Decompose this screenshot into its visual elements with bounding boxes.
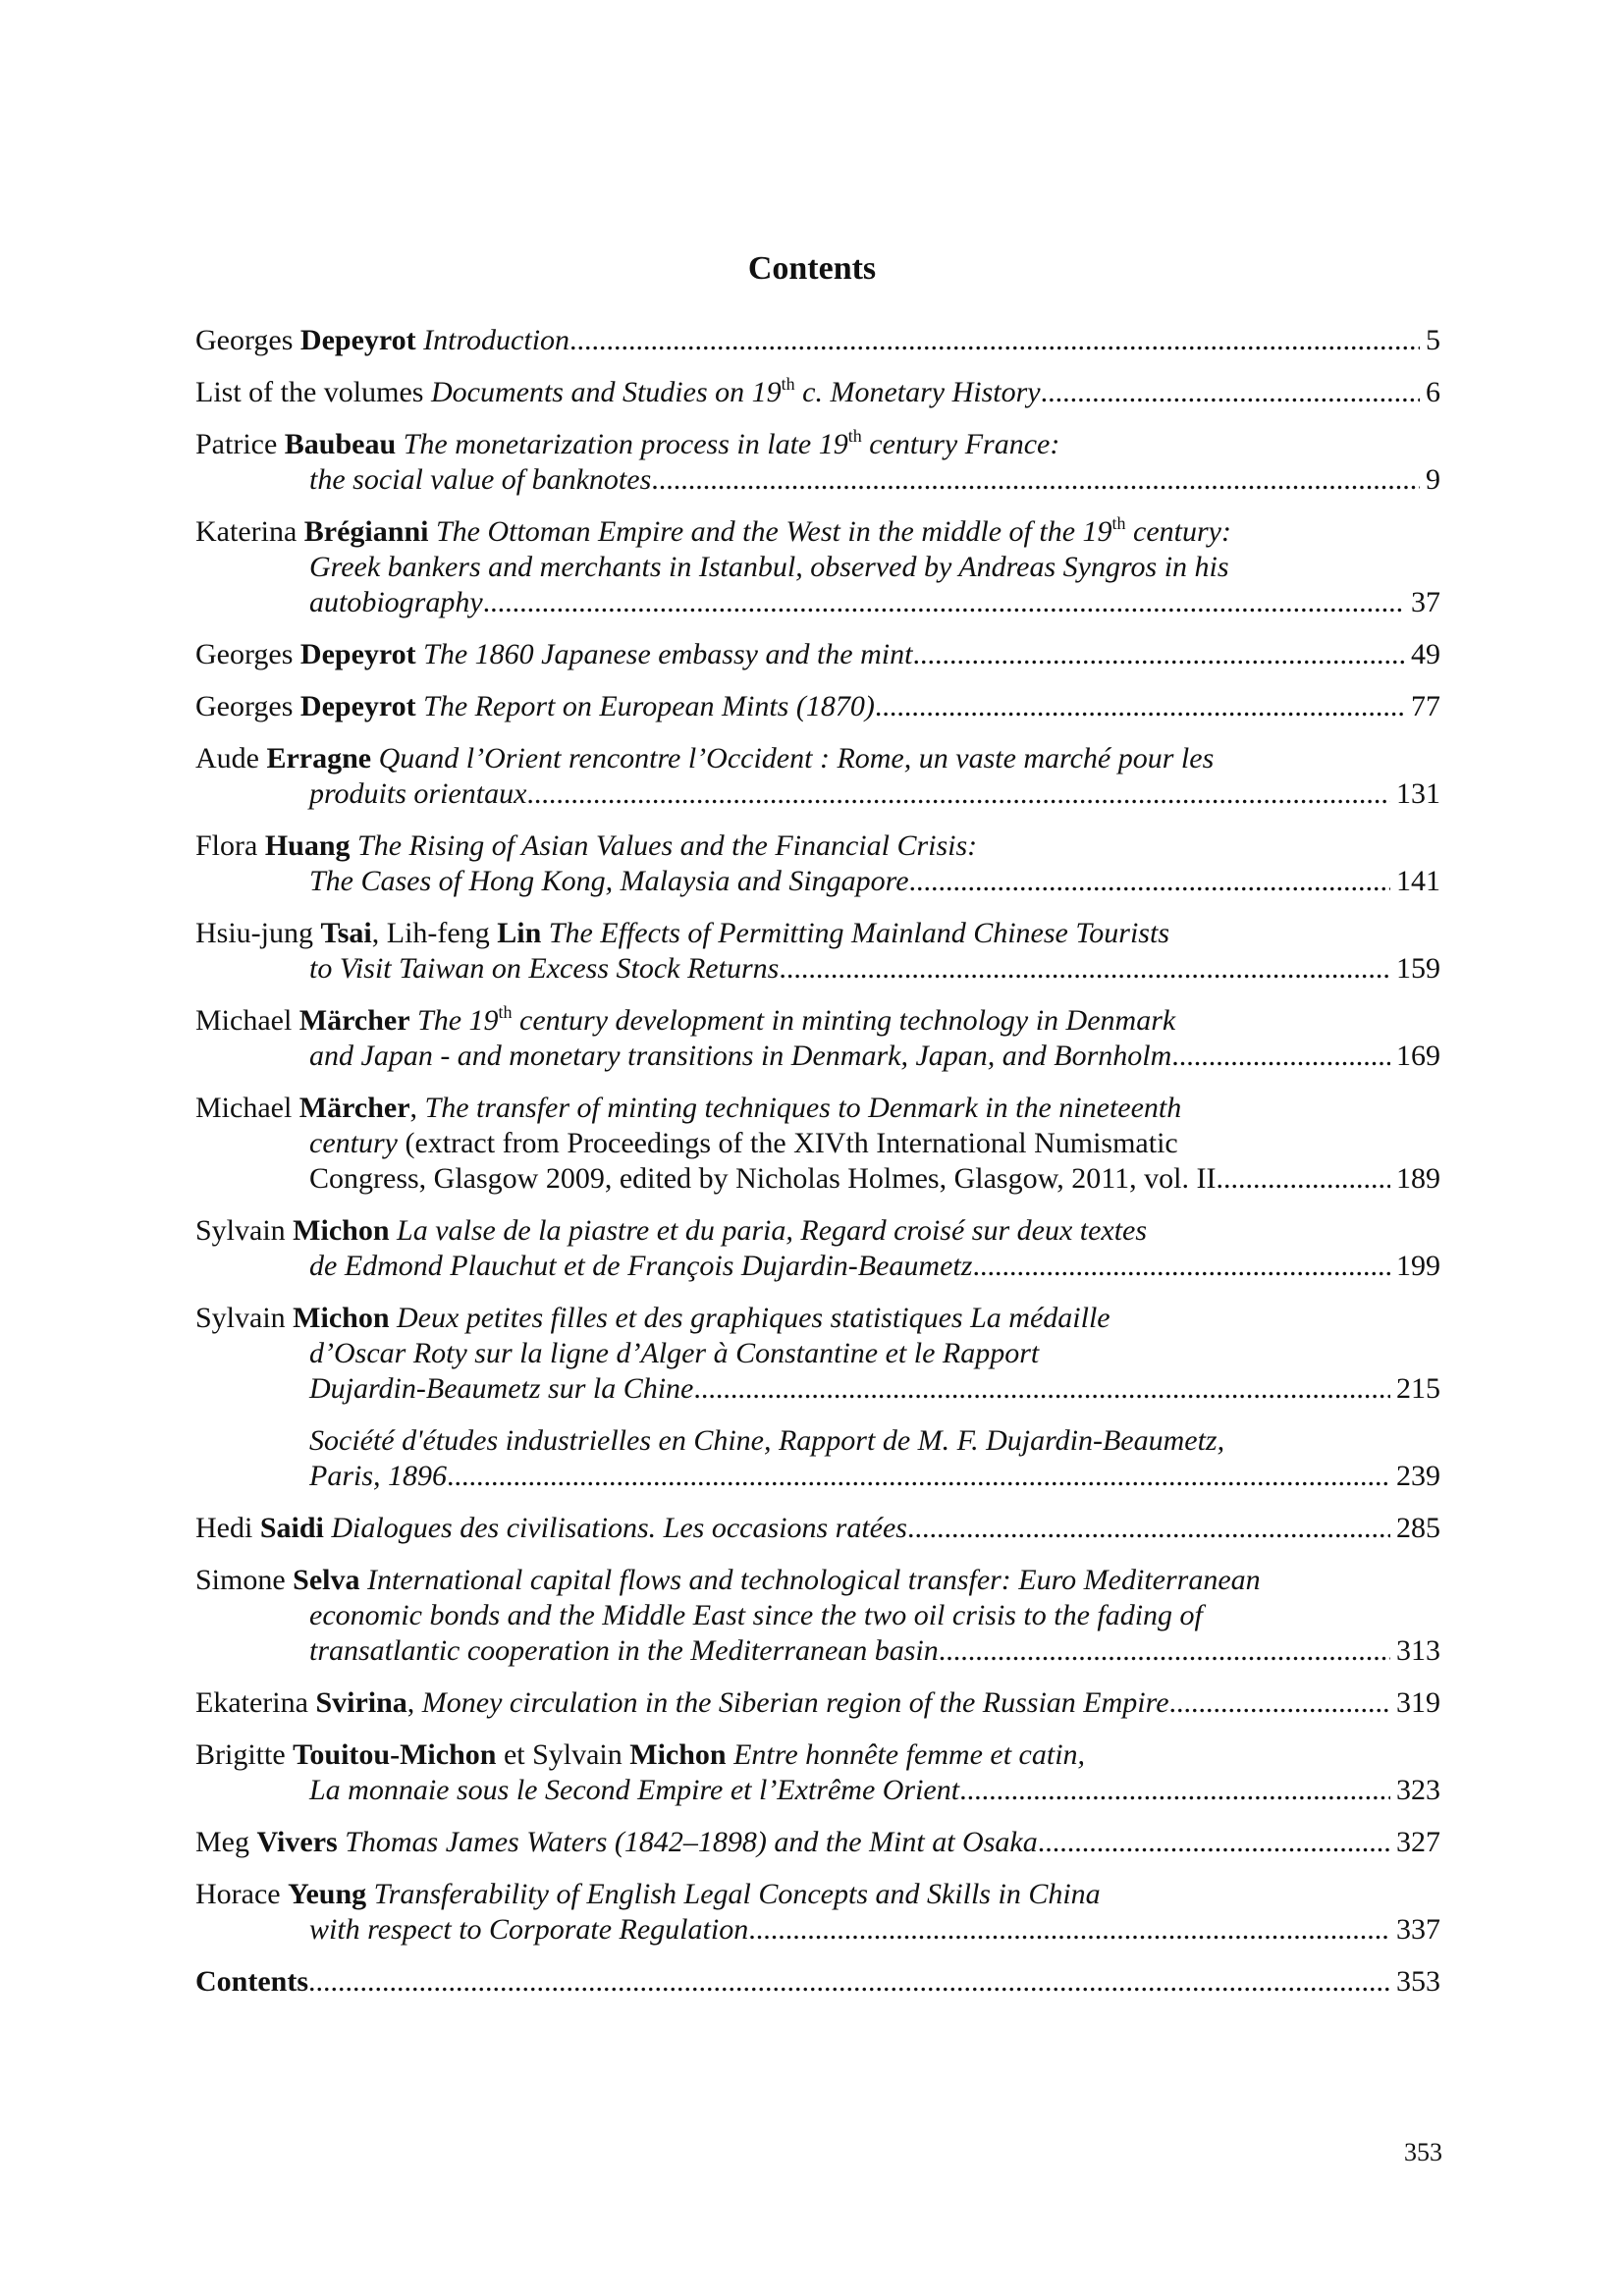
entry-title-text: The Rising of Asian Values and the Financial Crisis: — [357, 829, 978, 862]
entry-title-text: d’Oscar Roty sur la ligne d’Alger à Constantine et le Rapport — [309, 1337, 1040, 1369]
dot-leader — [909, 864, 1390, 899]
toc-page-number: 353 — [1396, 1965, 1440, 1998]
entry-title-text: c. Monetary History — [794, 376, 1041, 408]
entry-text: Sylvain — [195, 1214, 294, 1247]
toc-entry-text — [309, 462, 651, 498]
entry-title-text: Introduction — [423, 324, 570, 356]
entry-title-text: Thomas James Waters (1842–1898) and the Mint at Osaka — [345, 1826, 1038, 1858]
dot-leader — [748, 1912, 1390, 1948]
entry-title-text: The 1860 Japanese embassy and the mint — [423, 638, 913, 670]
dot-leader — [779, 951, 1390, 987]
page-number: 353 — [1404, 2138, 1442, 2166]
toc-entry — [195, 323, 1440, 358]
author-surname: Saidi — [259, 1512, 324, 1544]
toc-entry-last-line — [195, 1511, 1440, 1546]
entry-title-text: Transferability of English Legal Concepts and Skills in China — [373, 1878, 1101, 1910]
toc-entry-line — [195, 916, 1440, 951]
entry-title-text: Greek bankers and merchants in Istanbul, observed by Andreas Syngros in his — [309, 551, 1229, 583]
author-surname: Touitou-Michon — [293, 1738, 497, 1771]
entry-text — [428, 515, 436, 548]
toc-entry-text — [309, 1249, 972, 1284]
toc-entry — [195, 1511, 1440, 1546]
author-surname: Depeyrot — [299, 690, 416, 722]
author-surname: Tsai — [320, 917, 372, 949]
entry-title-text: The 19 — [417, 1004, 499, 1037]
toc-entry-text — [309, 951, 779, 987]
entry-title-text: The monetarization process in late 19 — [403, 428, 848, 460]
entry-title-text: The Effects of Permitting Mainland Chinese Tourists — [548, 917, 1169, 949]
entry-title-text: produits orientaux — [309, 777, 527, 810]
toc-entry-line — [195, 427, 1440, 462]
toc-entry-last-line — [195, 1459, 1440, 1494]
toc-entry-text — [309, 1371, 693, 1407]
entry-title-text: The Ottoman Empire and the West in the middle of the 19 — [435, 515, 1112, 548]
entry-title-text: International capital flows and technological transfer: Euro Mediterranean — [367, 1564, 1261, 1596]
toc-entry-text — [195, 1511, 907, 1546]
dot-leader — [1171, 1039, 1390, 1074]
toc-entry-last-line — [195, 1249, 1440, 1284]
toc-page-number: 141 — [1396, 865, 1440, 897]
entry-title-text: Dialogues des civilisations. Les occasions ratées — [331, 1512, 907, 1544]
entry-title-text: Entre honnête femme et catin, — [733, 1738, 1086, 1771]
author-surname: Contents — [195, 1965, 309, 1998]
dot-leader — [526, 776, 1390, 812]
author-surname: Märcher — [298, 1092, 410, 1124]
entry-text — [396, 428, 404, 460]
entry-title-text: Société d'études industrielles en Chine, Rapport de M. F. Dujardin-Beaumetz, — [309, 1424, 1225, 1457]
entry-title-text: the social value of banknotes — [309, 463, 652, 496]
toc-entry-text — [195, 1964, 308, 2000]
entry-text — [366, 1878, 374, 1910]
entry-text — [360, 1564, 368, 1596]
dot-leader — [912, 637, 1405, 672]
entry-title-text: The Cases of Hong Kong, Malaysia and Singapore — [309, 865, 909, 897]
dot-leader — [1038, 1825, 1390, 1860]
toc-entry-text — [195, 637, 912, 672]
entry-text — [371, 742, 379, 774]
toc-entry — [195, 375, 1440, 410]
toc-entry-last-line — [195, 1371, 1440, 1407]
entry-title-text: de Edmond Plauchut et de François Dujardin-Beaumetz — [309, 1250, 973, 1282]
entry-text: et Sylvain — [496, 1738, 630, 1771]
author-surname: Lin — [497, 917, 542, 949]
entry-title-text: century France: — [861, 428, 1060, 460]
toc-entry-last-line — [195, 951, 1440, 987]
entry-text: Brigitte — [195, 1738, 294, 1771]
toc-entry — [195, 1964, 1440, 2000]
page-title: Contents — [747, 250, 877, 287]
entry-text — [410, 1004, 418, 1037]
entry-title-text: economic bonds and the Middle East since the two oil crisis to the fading of — [309, 1599, 1203, 1631]
toc-page-number: 199 — [1396, 1250, 1440, 1282]
entry-title-text: Quand l’Orient rencontre l’Occident : Rome, un vaste marché pour les — [378, 742, 1215, 774]
toc-page-number: 37 — [1411, 586, 1440, 618]
entry-text: , — [409, 1092, 425, 1124]
toc-entry-last-line — [195, 1773, 1440, 1808]
toc-entry — [195, 1563, 1440, 1669]
entry-title-text: Documents and Studies on 19 — [430, 376, 782, 408]
toc-page-number: 323 — [1396, 1774, 1440, 1806]
entry-text: , — [406, 1686, 422, 1719]
toc-entry-last-line — [195, 1964, 1440, 2000]
toc-page-number: 189 — [1396, 1162, 1440, 1195]
dot-leader — [907, 1511, 1390, 1546]
author-surname: Vivers — [256, 1826, 338, 1858]
toc-entry-last-line — [195, 585, 1440, 620]
toc-entry-text — [309, 1459, 447, 1494]
entry-title-text: to Visit Taiwan on Excess Stock Returns — [309, 952, 780, 985]
toc-entry-line — [195, 1598, 1440, 1633]
toc-entry-last-line — [195, 1912, 1440, 1948]
toc-entry-text — [195, 1825, 1038, 1860]
entry-text: Patrice — [195, 428, 285, 460]
toc-page-number: 5 — [1426, 324, 1440, 356]
toc-entry-line — [195, 1301, 1440, 1336]
author-surname: Erragne — [266, 742, 372, 774]
dot-leader — [972, 1249, 1390, 1284]
toc-entry-line — [195, 1091, 1440, 1126]
toc-entry — [195, 1737, 1440, 1808]
toc-entry-text — [309, 1912, 748, 1948]
toc-page-number: 327 — [1396, 1826, 1440, 1858]
entry-title-text: Paris, 1896 — [309, 1460, 448, 1492]
author-surname: Svirina — [315, 1686, 407, 1719]
entry-title-text: autobiography — [309, 586, 483, 618]
toc-entry-line — [195, 1423, 1440, 1459]
toc-entry-line — [195, 1213, 1440, 1249]
entry-title-text: century development in minting technology in Denmark — [512, 1004, 1176, 1037]
dot-leader — [569, 323, 1420, 358]
entry-title-text: The Report on European Mints (1870) — [423, 690, 875, 722]
entry-text — [541, 917, 549, 949]
toc-entry — [195, 916, 1440, 987]
entry-text — [727, 1738, 734, 1771]
toc-page-number: 215 — [1396, 1372, 1440, 1405]
toc-page-number: 6 — [1426, 376, 1440, 408]
dot-leader — [693, 1371, 1390, 1407]
toc-entry-last-line — [195, 689, 1440, 724]
dot-leader — [1169, 1685, 1390, 1721]
entry-title-text: Deux petites filles et des graphiques statistiques La médaille — [397, 1302, 1110, 1334]
toc-page-number: 285 — [1396, 1512, 1440, 1544]
toc-entry — [195, 1003, 1440, 1074]
toc-page-number: 169 — [1396, 1040, 1440, 1072]
toc-entry — [195, 1213, 1440, 1284]
toc-entry-text — [309, 1633, 939, 1669]
entry-text: Aude — [195, 742, 267, 774]
toc-entry — [195, 1301, 1440, 1407]
entry-text: , Lih-feng — [371, 917, 498, 949]
toc-entry — [195, 427, 1440, 498]
toc-entry — [195, 1877, 1440, 1948]
toc-entry-last-line — [195, 1685, 1440, 1721]
entry-text: Congress, Glasgow 2009, edited by Nicholas Holmes, Glasgow, 2011, vol. II — [309, 1162, 1217, 1195]
dot-leader — [1041, 375, 1420, 410]
entry-title-text: Dujardin-Beaumetz sur la Chine — [309, 1372, 694, 1405]
toc-entry-line — [195, 1737, 1440, 1773]
entry-text: Horace — [195, 1878, 289, 1910]
entry-title-text: La monnaie sous le Second Empire et l’Extrême Orient — [309, 1774, 960, 1806]
toc-entry-line — [195, 741, 1440, 776]
entry-title-text: century: — [1125, 515, 1231, 548]
entry-text: (extract from Proceedings of the XIVth International Numismatic — [397, 1127, 1178, 1159]
entry-title-text: La valse de la piastre et du paria, Regard croisé sur deux textes — [397, 1214, 1148, 1247]
toc-entry-last-line — [195, 776, 1440, 812]
dot-leader — [939, 1633, 1390, 1669]
toc-entry — [195, 689, 1440, 724]
toc-entry-last-line — [195, 637, 1440, 672]
entry-text: Meg — [195, 1826, 257, 1858]
entry-text: Georges — [195, 638, 300, 670]
author-surname: Baubeau — [284, 428, 397, 460]
toc-entry-last-line — [195, 375, 1440, 410]
toc-page-number: 337 — [1396, 1913, 1440, 1946]
entry-text: Michael — [195, 1092, 299, 1124]
superscript: th — [1111, 514, 1126, 533]
toc-entry-last-line — [195, 864, 1440, 899]
toc-entry-last-line — [195, 1039, 1440, 1074]
toc-entry — [195, 514, 1440, 620]
toc-entry-line — [195, 1003, 1440, 1039]
author-surname: Yeung — [288, 1878, 367, 1910]
toc-entry-text — [195, 689, 875, 724]
author-surname: Depeyrot — [299, 638, 416, 670]
toc-entry-line — [195, 550, 1440, 585]
toc-entry — [195, 1091, 1440, 1197]
toc-entry — [195, 1423, 1440, 1494]
superscript: th — [498, 1003, 513, 1022]
entry-title-text: century — [309, 1127, 398, 1159]
toc-entry-line — [195, 514, 1440, 550]
toc-entry-line — [195, 1563, 1440, 1598]
toc-entry-text — [309, 776, 526, 812]
entry-title-text: transatlantic cooperation in the Mediterranean basin — [309, 1634, 939, 1667]
toc-entry — [195, 741, 1440, 812]
toc-page-number: 313 — [1396, 1634, 1440, 1667]
toc-entry-last-line — [195, 462, 1440, 498]
toc-entry-text — [309, 1773, 959, 1808]
author-surname: Brégianni — [303, 515, 429, 548]
table-of-contents — [195, 323, 1440, 2016]
dot-leader — [651, 462, 1420, 498]
toc-entry — [195, 637, 1440, 672]
dot-leader — [483, 585, 1405, 620]
toc-entry-line — [195, 828, 1440, 864]
toc-entry-text — [309, 1161, 1217, 1197]
author-surname: Märcher — [298, 1004, 410, 1037]
dot-leader — [447, 1459, 1390, 1494]
entry-title-text: Money circulation in the Siberian region of the Russian Empire — [421, 1686, 1169, 1719]
author-surname: Huang — [264, 829, 351, 862]
superscript: th — [781, 374, 795, 394]
toc-entry-text — [309, 864, 909, 899]
toc-entry-line — [195, 1336, 1440, 1371]
toc-entry — [195, 828, 1440, 899]
entry-text: Katerina — [195, 515, 304, 548]
toc-entry-text — [195, 375, 1041, 410]
entry-text — [390, 1302, 398, 1334]
toc-page-number: 159 — [1396, 952, 1440, 985]
entry-text: Hsiu-jung — [195, 917, 321, 949]
toc-entry-text — [309, 585, 483, 620]
toc-page-number: 319 — [1396, 1686, 1440, 1719]
toc-page-number: 77 — [1411, 690, 1440, 722]
toc-entry-last-line — [195, 1633, 1440, 1669]
entry-text: Georges — [195, 690, 300, 722]
entry-text: List of the volumes — [195, 376, 431, 408]
dot-leader — [875, 689, 1405, 724]
dot-leader — [308, 1964, 1390, 2000]
entry-text: Hedi — [195, 1512, 260, 1544]
entry-title-text: The transfer of minting techniques to Denmark in the nineteenth — [424, 1092, 1182, 1124]
toc-page-number: 9 — [1426, 463, 1440, 496]
author-surname: Michon — [293, 1214, 390, 1247]
entry-text: Simone — [195, 1564, 294, 1596]
toc-page-number: 49 — [1411, 638, 1440, 670]
dot-leader — [1217, 1161, 1391, 1197]
entry-title-text: with respect to Corporate Regulation — [309, 1913, 749, 1946]
toc-entry-text — [195, 323, 569, 358]
toc-entry-line — [195, 1877, 1440, 1912]
toc-entry-last-line — [195, 1825, 1440, 1860]
entry-title-text: and Japan - and monetary transitions in Denmark, Japan, and Bornholm — [309, 1040, 1172, 1072]
entry-text: Sylvain — [195, 1302, 294, 1334]
toc-entry-text — [195, 1685, 1169, 1721]
superscript: th — [847, 427, 862, 446]
toc-entry-last-line — [195, 1161, 1440, 1197]
entry-text: Flora — [195, 829, 265, 862]
dot-leader — [959, 1773, 1390, 1808]
toc-entry-text — [309, 1039, 1171, 1074]
toc-entry — [195, 1825, 1440, 1860]
toc-entry-line — [195, 1126, 1440, 1161]
author-surname: Depeyrot — [299, 324, 416, 356]
entry-text: Michael — [195, 1004, 299, 1037]
toc-entry-last-line — [195, 323, 1440, 358]
entry-text: Ekaterina — [195, 1686, 316, 1719]
entry-text — [390, 1214, 398, 1247]
toc-page-number: 239 — [1396, 1460, 1440, 1492]
entry-text — [351, 829, 358, 862]
toc-page-number: 131 — [1396, 777, 1440, 810]
author-surname: Selva — [293, 1564, 360, 1596]
entry-text: Georges — [195, 324, 300, 356]
author-surname: Michon — [629, 1738, 727, 1771]
author-surname: Michon — [293, 1302, 390, 1334]
toc-entry — [195, 1685, 1440, 1721]
